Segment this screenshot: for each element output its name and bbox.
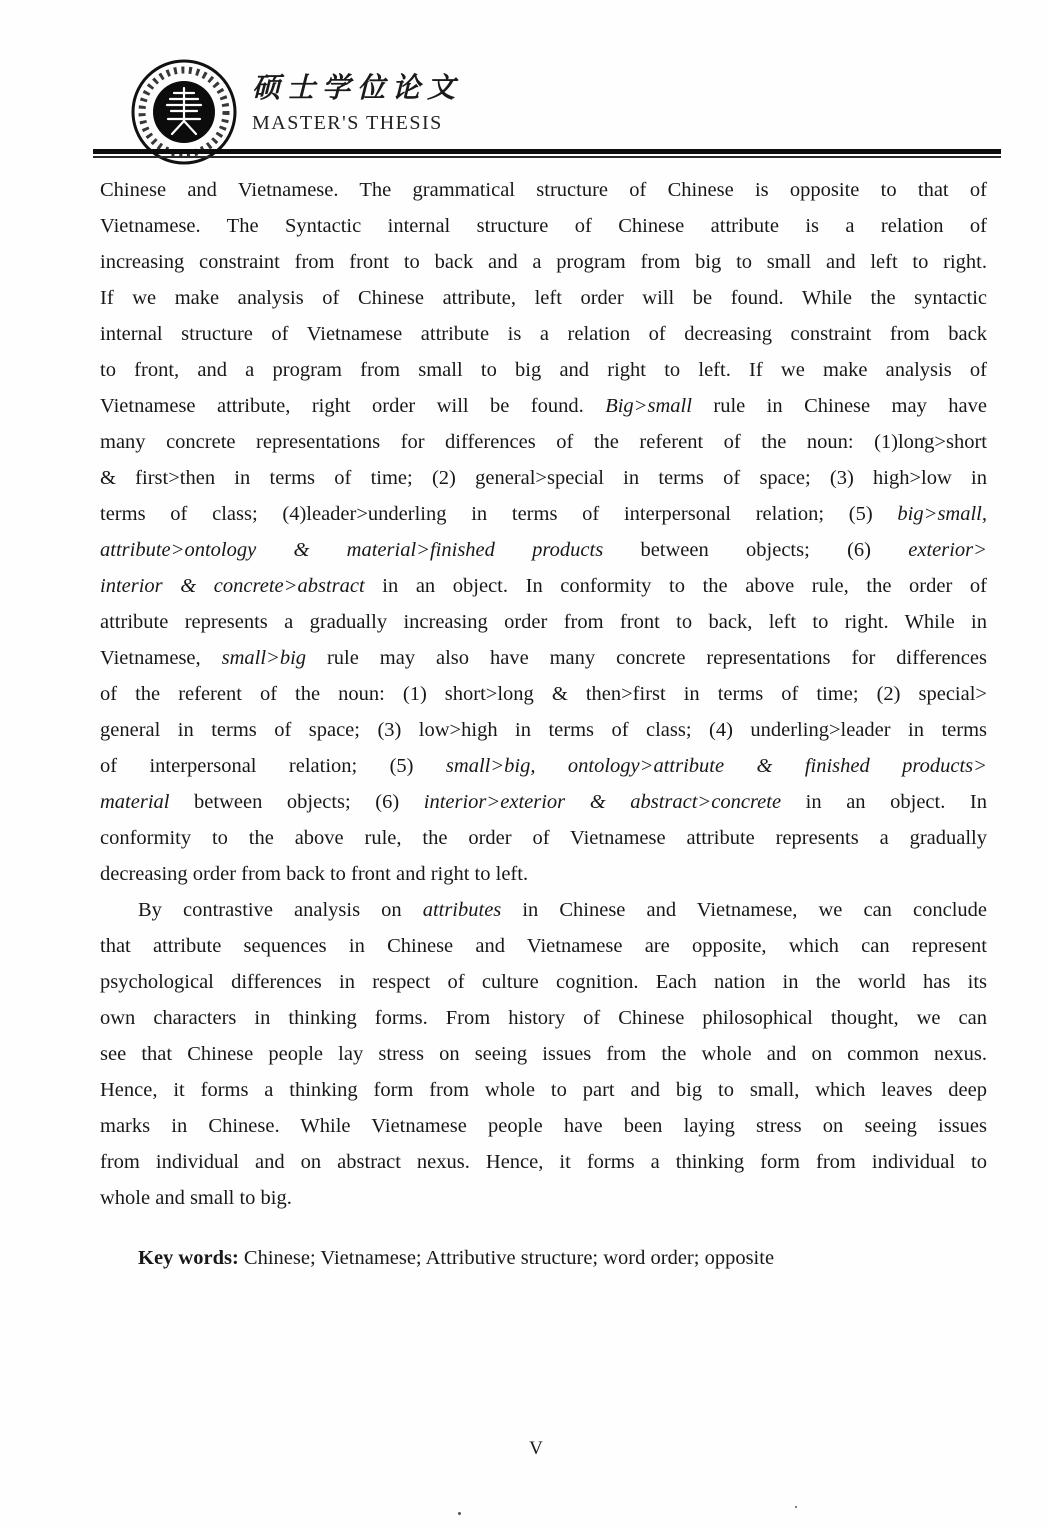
thesis-title-chinese: 硕士学位论文: [252, 73, 463, 104]
keywords-text: Chinese; Vietnamese; Attributive structure; word order; opposite: [238, 1247, 775, 1269]
text-line: & first>then in terms of time; (2) general>special in terms of space; (3) high>low in: [100, 467, 987, 489]
keywords-label: Key words:: [138, 1247, 239, 1269]
text-line: interior & concrete>abstract in an object. In conformity to the above rule, the order of: [100, 575, 987, 597]
text-line: of interpersonal relation; (5) small>big, ontology>attribute & finished products>: [100, 755, 987, 777]
text-line: from individual and on abstract nexus. Hence, it forms a thinking form from individual to: [100, 1151, 987, 1173]
text-line: that attribute sequences in Chinese and Vietnamese are opposite, which can represent: [100, 935, 987, 957]
keywords-line: [100, 1240, 987, 1276]
text-line: psychological differences in respect of culture cognition. Each nation in the world has its: [100, 971, 987, 993]
header-titles: [252, 58, 462, 135]
text-line: Vietnamese, small>big rule may also have many concrete representations for differences: [100, 647, 987, 669]
text-line: see that Chinese people lay stress on seeing issues from the whole and on common nexus.: [100, 1043, 987, 1065]
text-line: of the referent of the noun: (1) short>long & then>first in terms of time; (2) special>: [100, 683, 987, 705]
text-line: By contrastive analysis on attributes in Chinese and Vietnamese, we can conclude: [138, 899, 987, 921]
scan-speck: [458, 1512, 461, 1515]
text-line: many concrete representations for differences of the referent of the noun: (1)long>short: [100, 431, 987, 453]
text-line: terms of class; (4)leader>underling in terms of interpersonal relation; (5) big>small,: [100, 503, 987, 525]
text-line: Vietnamese. The Syntactic internal structure of Chinese attribute is a relation of: [100, 215, 987, 237]
text-line: general in terms of space; (3) low>high in terms of class; (4) underling>leader in terms: [100, 719, 987, 741]
text-line: material between objects; (6) interior>exterior & abstract>concrete in an object. In: [100, 791, 988, 813]
text-line: to front, and a program from small to big and right to left. If we make analysis of: [100, 359, 987, 381]
page-number: V: [529, 1438, 543, 1459]
text-line: marks in Chinese. While Vietnamese people have been laying stress on seeing issues: [100, 1115, 987, 1137]
text-line: attribute>ontology & material>finished products between objects; (6) exterior>: [100, 539, 987, 561]
scan-speck: [795, 1506, 797, 1508]
text-line: attribute represents a gradually increasing order from front to back, left to right. While in: [100, 611, 987, 633]
text-line: increasing constraint from front to back and a program from big to small and left to right.: [100, 251, 987, 273]
divider-thin-rule: [93, 156, 1001, 158]
text-line: conformity to the above rule, the order of Vietnamese attribute represents a gradually: [100, 827, 987, 849]
text-line: decreasing order from back to front and right to left.: [100, 863, 529, 885]
text-line: If we make analysis of Chinese attribute, left order will be found. While the syntactic: [100, 287, 987, 309]
header-divider: [93, 149, 1001, 158]
divider-thick-rule: [93, 149, 1001, 154]
text-line: Chinese and Vietnamese. The grammatical structure of Chinese is opposite to that of: [100, 179, 987, 201]
text-line: internal structure of Vietnamese attribute is a relation of decreasing constraint from back: [100, 323, 987, 345]
abstract-body: [100, 172, 987, 1216]
thesis-title-english: MASTER'S THESIS: [252, 111, 443, 134]
text-line: Hence, it forms a thinking form from whole to part and big to small, which leaves deep: [100, 1079, 987, 1101]
text-line: Vietnamese attribute, right order will be found. Big>small rule in Chinese may have: [100, 395, 987, 417]
text-line: own characters in thinking forms. From history of Chinese philosophical thought, we can: [100, 1007, 987, 1029]
text-line: whole and small to big.: [100, 1187, 292, 1209]
